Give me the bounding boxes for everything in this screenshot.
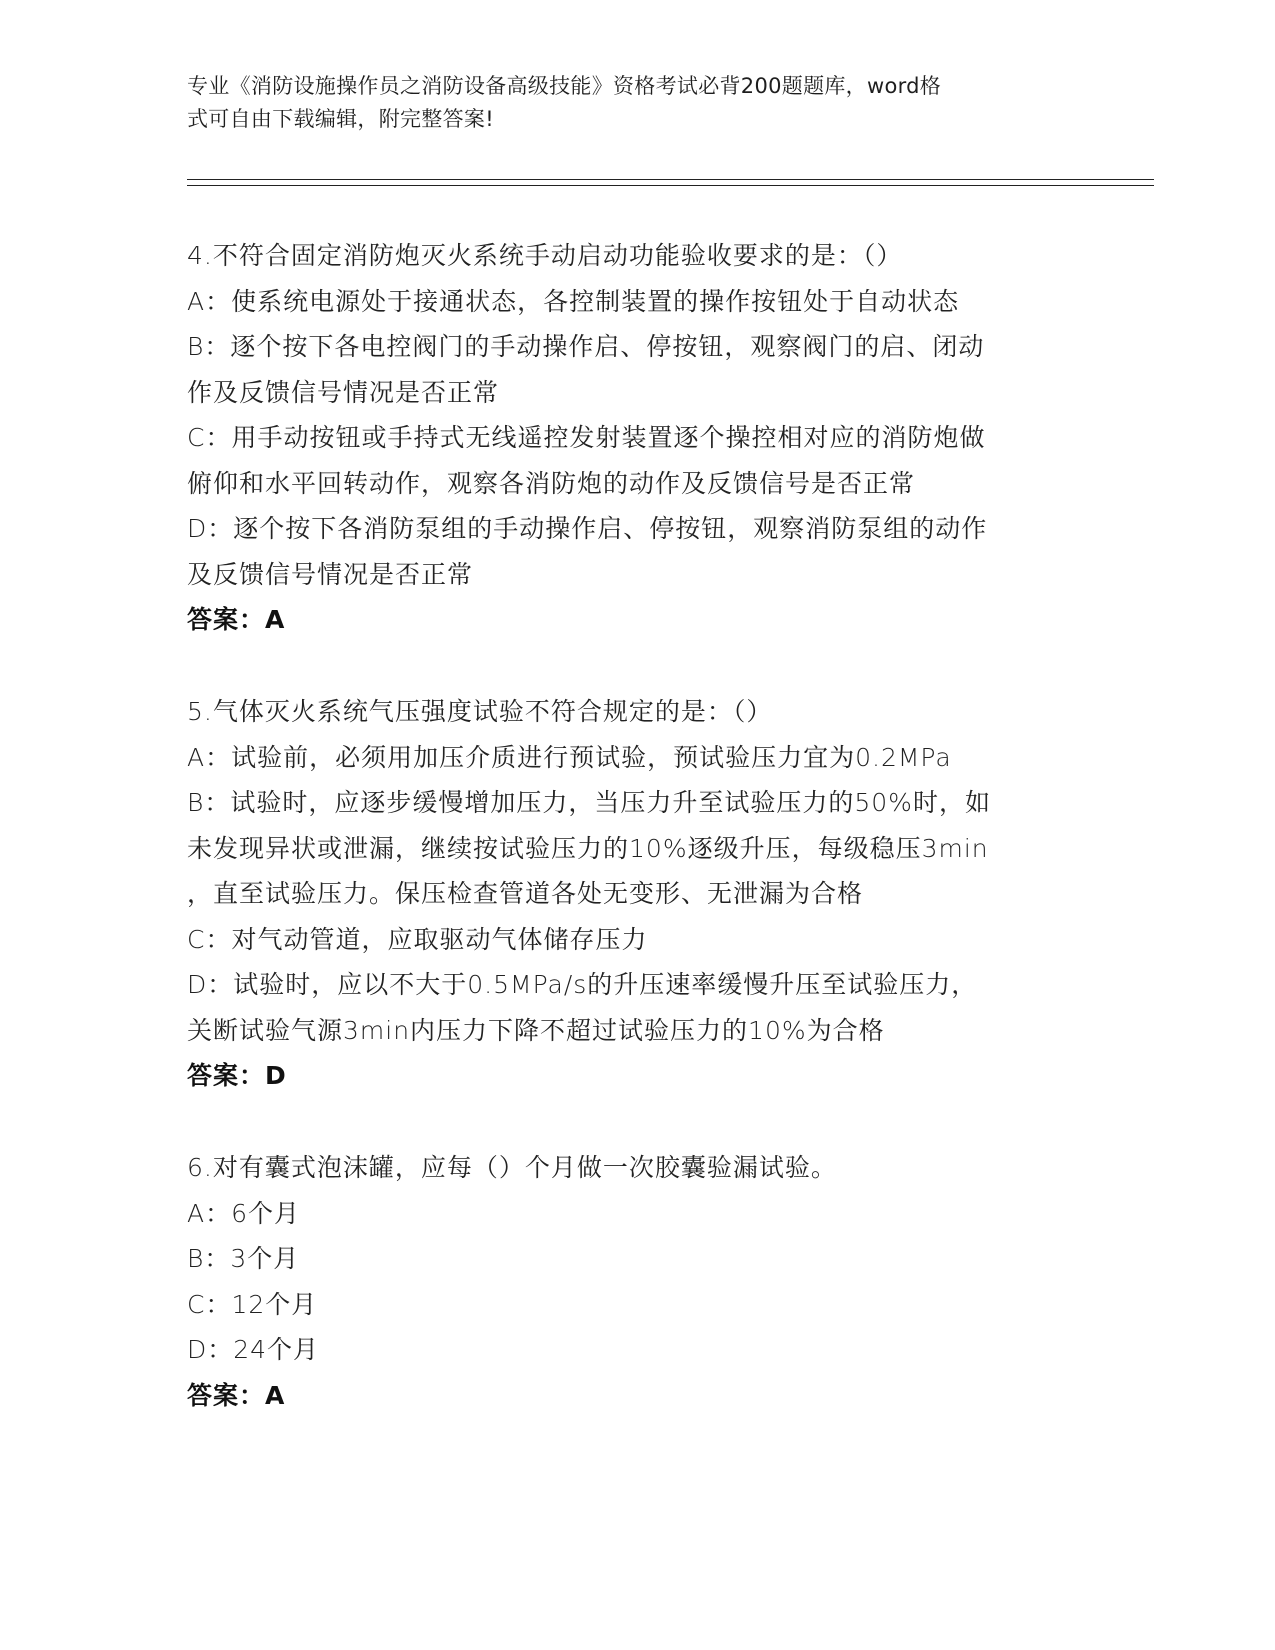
question-4-option-c-cont: 俯仰和水平回转动作，观察各消防炮的动作及反馈信号是否正常 xyxy=(187,468,916,498)
question-5-stem: 5.气体灭火系统气压强度试验不符合规定的是：（） xyxy=(187,697,773,726)
question-4-option-d-cont: 及反馈信号情况是否正常 xyxy=(187,559,474,589)
header-divider-bottom xyxy=(187,185,1154,186)
question-5-option-b-cont-2: ，直至试验压力。保压检查管道各处无变形、无泄漏为合格 xyxy=(187,879,864,908)
question-5-option-a: A：试验前，必须用加压介质进行预试验，预试验压力宜为0.2MPa xyxy=(187,742,952,772)
question-5-option-b: B：试验时，应逐步缓慢增加压力，当压力升至试验压力的50%时，如 xyxy=(187,788,991,817)
question-6-option-a: A：6个月 xyxy=(187,1198,301,1228)
document-header xyxy=(187,70,1087,136)
header-divider-top xyxy=(187,179,1154,180)
question-4-answer: 答案：A xyxy=(187,605,286,634)
question-6-option-c: C：12个月 xyxy=(187,1289,318,1319)
header-line-1: 专业《消防设施操作员之消防设备高级技能》资格考试必背200题题库，word格 xyxy=(187,74,942,98)
question-5-option-d: D：试验时，应以不大于0.5MPa/s的升压速率缓慢升压至试验压力， xyxy=(187,970,978,999)
question-4-option-b-cont: 作及反馈信号情况是否正常 xyxy=(187,377,500,407)
question-6-option-b: B：3个月 xyxy=(187,1244,300,1273)
question-6-stem: 6.对有囊式泡沫罐，应每（）个月做一次胶囊验漏试验。 xyxy=(187,1153,837,1182)
question-5-option-b-cont-1: 未发现异状或泄漏，继续按试验压力的10%逐级升压，每级稳压3min xyxy=(187,833,989,863)
question-4 xyxy=(187,233,1087,643)
question-4-option-c: C：用手动按钮或手持式无线遥控发射装置逐个操控相对应的消防炮做 xyxy=(187,423,986,452)
header-line-2: 式可自由下载编辑，附完整答案! xyxy=(187,107,494,131)
question-6 xyxy=(187,1145,1087,1418)
question-5-option-d-cont: 关断试验气源3min内压力下降不超过试验压力的10%为合格 xyxy=(187,1015,885,1045)
question-6-option-d: D：24个月 xyxy=(187,1335,320,1364)
question-6-answer: 答案：A xyxy=(187,1380,286,1410)
question-5 xyxy=(187,689,1087,1099)
question-4-stem: 4.不符合固定消防炮灭火系统手动启动功能验收要求的是：（） xyxy=(187,241,903,270)
question-4-option-d: D：逐个按下各消防泵组的手动操作启、停按钮，观察消防泵组的动作 xyxy=(187,514,988,543)
question-4-option-b: B：逐个按下各电控阀门的手动操作启、停按钮，观察阀门的启、闭动 xyxy=(187,332,985,361)
question-5-answer: 答案：D xyxy=(187,1061,287,1090)
question-4-option-a: A：使系统电源处于接通状态，各控制装置的操作按钮处于自动状态 xyxy=(187,286,960,316)
question-5-option-c: C：对气动管道，应取驱动气体储存压力 xyxy=(187,924,648,954)
